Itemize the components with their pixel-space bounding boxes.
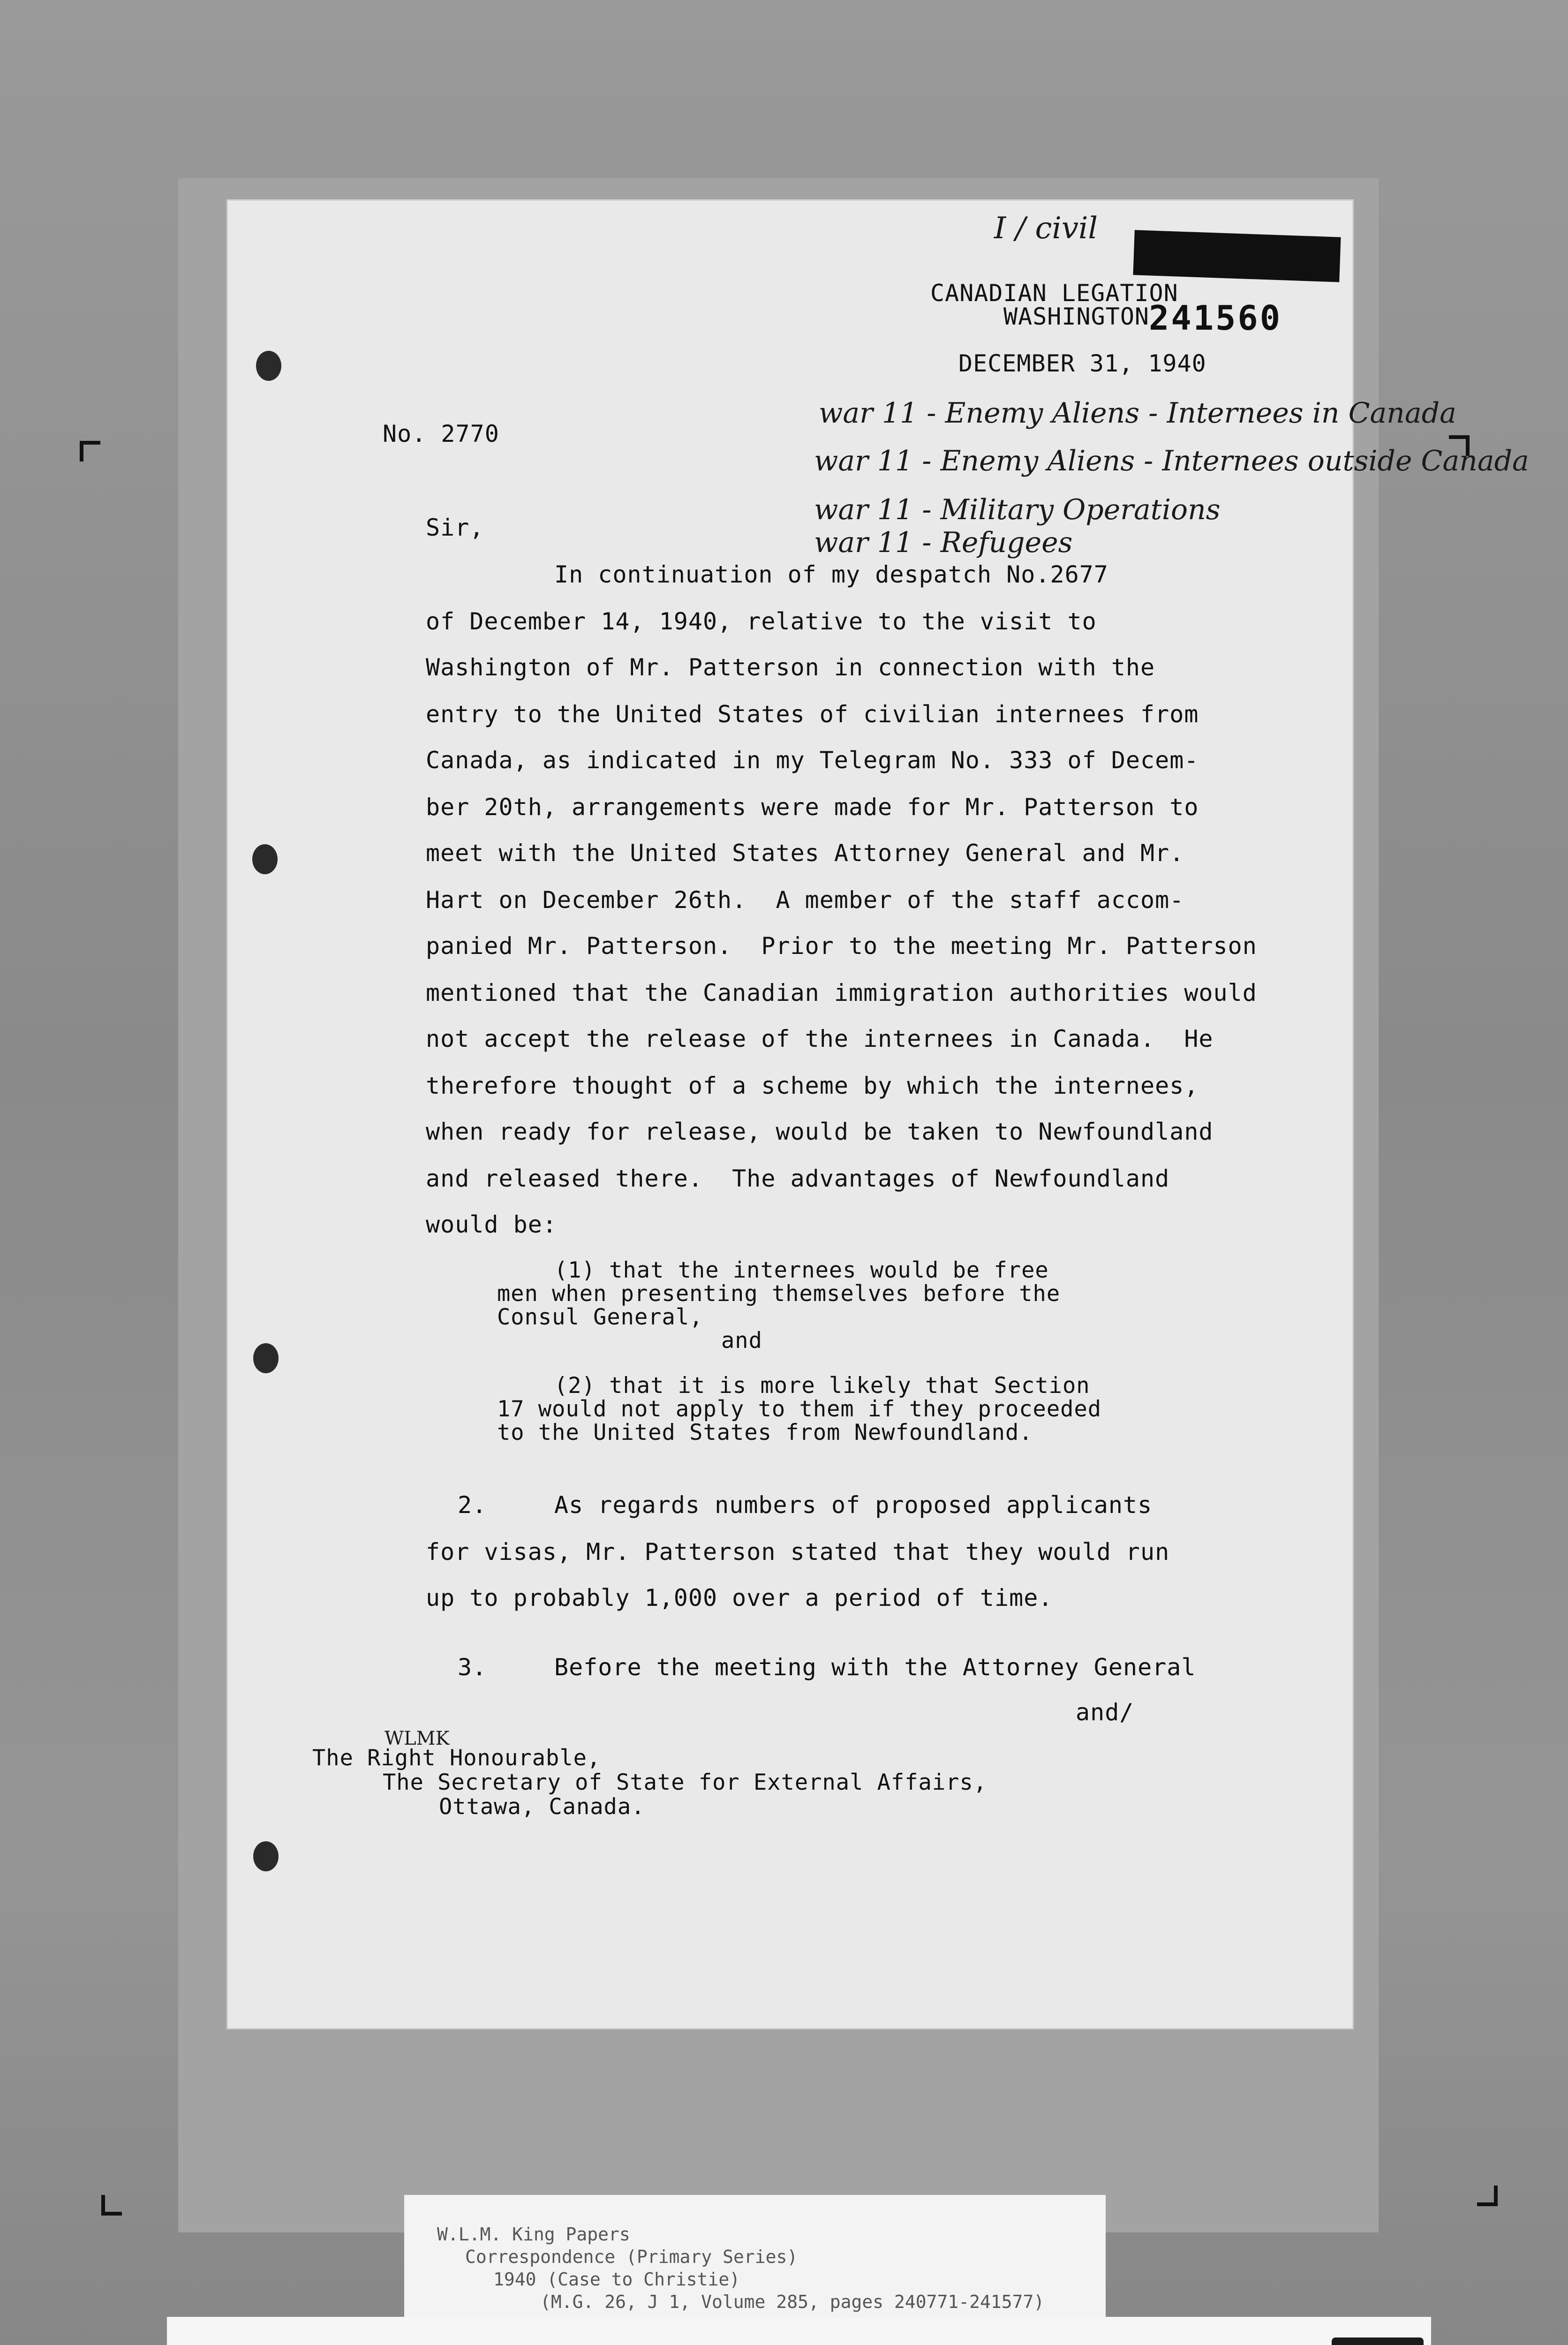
legation-name: CANADIAN LEGATION <box>930 280 1178 307</box>
paragraph-2-line: for visas, Mr. Patterson stated that they would run <box>426 1538 1170 1566</box>
body-line: In continuation of my despatch No.2677 <box>554 561 1108 588</box>
body-line: when ready for release, would be taken to Newfoundland <box>426 1118 1214 1145</box>
body-line: mentioned that the Canadian immigration authorities would <box>426 979 1257 1006</box>
body-line: therefore thought of a scheme by which the internees, <box>426 1072 1199 1099</box>
body-line: Canada, as indicated in my Telegram No. 333 of Decem- <box>426 747 1199 774</box>
legation-city: WASHINGTON <box>1003 303 1150 330</box>
body-line: Washington of Mr. Patterson in connection with the <box>426 654 1155 681</box>
advantage-conjunction: and <box>721 1328 762 1354</box>
paragraph-2-line: up to probably 1,000 over a period of time. <box>426 1584 1053 1611</box>
advantage-1-line: Consul General, <box>497 1304 703 1330</box>
advantage-1-line: men when presenting themselves before the <box>497 1281 1061 1307</box>
punch-hole-4 <box>253 1841 279 1871</box>
body-line: entry to the United States of civilian internees from <box>426 701 1199 728</box>
addressee-line: The Secretary of State for External Affairs, <box>383 1770 988 1795</box>
advantage-2-line: (2) that it is more likely that Section <box>554 1373 1090 1399</box>
corner-mark-bottom-right <box>1477 2186 1498 2206</box>
paragraph-2-line: As regards numbers of proposed applicants <box>554 1491 1153 1519</box>
corner-mark-left <box>80 441 100 461</box>
letter-date: DECEMBER 31, 1940 <box>958 350 1206 377</box>
body-line: panied Mr. Patterson. Prior to the meeting Mr. Patterson <box>426 932 1257 960</box>
body-line: would be: <box>426 1211 557 1238</box>
caption-line: 1940 (Case to Christie) <box>493 2269 740 2290</box>
file-mark: I / civil <box>994 211 1098 246</box>
advantage-2-line: to the United States from Newfoundland. <box>497 1420 1033 1445</box>
punch-hole-1 <box>256 351 281 381</box>
annotation-1: war 11 - Enemy Aliens - Internees in Canada <box>819 397 1456 430</box>
body-line: Hart on December 26th. A member of the staff accom- <box>426 886 1184 914</box>
body-line: ber 20th, arrangements were made for Mr. Patterson to <box>426 794 1199 821</box>
advantage-1-line: (1) that the internees would be free <box>554 1257 1049 1283</box>
annotation-3: war 11 - Military Operations <box>814 493 1221 526</box>
addressee-line: The Right Honourable, <box>312 1745 601 1771</box>
paragraph-3-number: 3. <box>458 1654 487 1681</box>
continuation-mark: and/ <box>1076 1699 1134 1726</box>
redaction-block <box>1133 230 1341 282</box>
advantage-2-line: 17 would not apply to them if they proceeded <box>497 1396 1102 1422</box>
punch-hole-3 <box>253 1343 279 1373</box>
collection-caption-card <box>404 2195 1106 2322</box>
body-line: of December 14, 1940, relative to the visit to <box>426 608 1097 635</box>
addressee-initials: WLMK <box>384 1728 450 1749</box>
body-line: not accept the release of the internees in Canada. He <box>426 1025 1214 1052</box>
archives-label-card <box>167 2317 1431 2345</box>
corner-mark-bottom-left <box>101 2195 122 2216</box>
annotation-4: war 11 - Refugees <box>814 526 1073 559</box>
paragraph-2-number: 2. <box>458 1491 487 1519</box>
caption-line: Correspondence (Primary Series) <box>465 2247 798 2267</box>
caption-line: (M.G. 26, J 1, Volume 285, pages 240771-241577) <box>540 2292 1045 2312</box>
caption-line: W.L.M. King Papers <box>437 2224 630 2245</box>
paragraph-3-line: Before the meeting with the Attorney General <box>554 1654 1196 1681</box>
punch-hole-2 <box>252 844 278 874</box>
stamp-number: 241560 <box>1149 298 1282 338</box>
annotation-2: war 11 - Enemy Aliens - Internees outside Canada <box>814 445 1529 477</box>
despatch-number: No. 2770 <box>383 420 499 447</box>
body-line: and released there. The advantages of Newfoundland <box>426 1165 1170 1192</box>
salutation: Sir, <box>426 514 484 541</box>
archives-seal-icon <box>1332 2337 1424 2345</box>
body-line: meet with the United States Attorney General and Mr. <box>426 840 1184 867</box>
addressee-line: Ottawa, Canada. <box>439 1794 645 1820</box>
